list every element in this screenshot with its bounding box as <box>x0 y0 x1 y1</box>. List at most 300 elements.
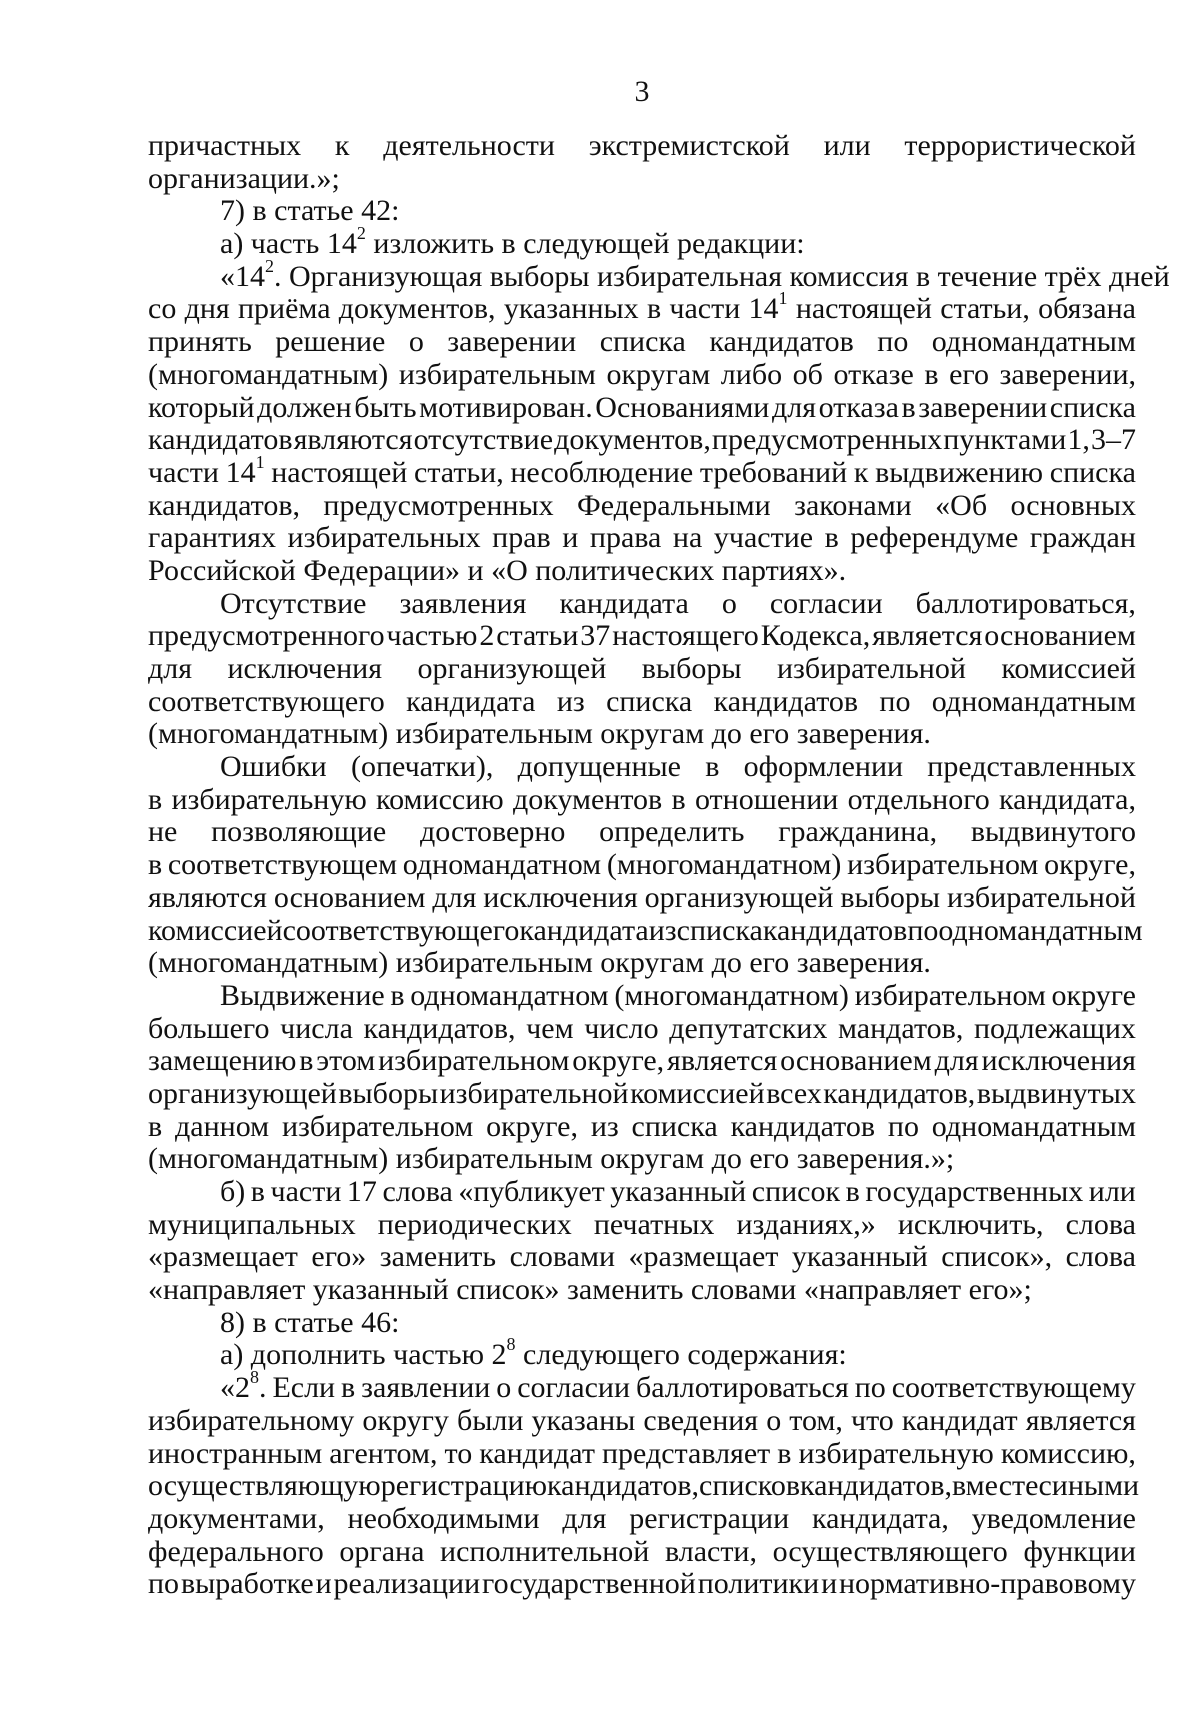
text-line <box>148 326 1136 359</box>
word: либо <box>720 357 783 391</box>
word: с <box>1038 1469 1052 1503</box>
word: предусмотренного <box>148 619 385 653</box>
word: выборы <box>641 652 742 685</box>
text-line <box>148 424 1136 457</box>
word: для <box>148 652 193 685</box>
text-line <box>148 686 1136 719</box>
word: статьи, <box>940 292 1030 326</box>
text-line <box>148 816 1136 849</box>
word: избирательном <box>854 978 1046 1012</box>
word: том, <box>789 1403 843 1437</box>
word: кандидата, <box>811 1501 949 1535</box>
word: отказа <box>818 390 899 424</box>
word: об <box>792 357 823 391</box>
word: списка <box>676 913 763 947</box>
word: в <box>924 357 939 391</box>
word: его <box>949 357 989 391</box>
word: избирательном <box>847 848 1039 882</box>
word: комиссией <box>630 1076 765 1110</box>
word: слова <box>1065 1240 1136 1274</box>
word: и <box>315 1567 332 1601</box>
word: части <box>669 292 741 326</box>
word: комиссию <box>376 782 504 816</box>
word: является <box>667 1044 778 1078</box>
word: комиссию, <box>1000 1436 1136 1470</box>
word: определить <box>599 815 745 849</box>
word: в <box>390 978 405 1012</box>
word: мандатов, <box>838 1011 964 1045</box>
word: словами <box>509 1240 616 1274</box>
word: допущенные <box>517 750 681 784</box>
word: обязана <box>1038 292 1136 326</box>
text-line <box>148 1176 1136 1209</box>
word: представляет <box>601 1436 771 1470</box>
word: мотивирован. <box>419 390 593 424</box>
word: осуществляющего <box>772 1534 1008 1568</box>
word: политики <box>697 1567 820 1601</box>
word: организующей <box>644 880 834 914</box>
word: федерального <box>148 1534 324 1568</box>
text-line <box>148 620 1136 653</box>
text-line: 8) в статье 46: <box>220 1305 400 1339</box>
word: в <box>299 1044 314 1078</box>
text-line <box>148 913 1143 948</box>
text-line <box>148 392 1136 425</box>
word: исключения <box>483 880 638 914</box>
word: являются <box>293 423 413 457</box>
word: указанный <box>791 1240 928 1274</box>
word: печатных <box>593 1207 715 1241</box>
word: комиссией <box>148 913 283 947</box>
word: о <box>766 1403 782 1437</box>
word: по <box>907 913 939 947</box>
word: документов, <box>338 292 496 326</box>
word: агентом, <box>329 1436 438 1470</box>
word: избирательной <box>946 880 1136 914</box>
word: округу <box>362 1403 449 1437</box>
word: по <box>879 684 911 718</box>
text-line <box>148 490 1136 523</box>
word: и <box>562 521 579 555</box>
word: выдвинутых <box>976 1076 1136 1110</box>
text-line <box>148 1438 1136 1471</box>
word: «публикует <box>458 1175 605 1208</box>
text-line: «направляет указанный список» заменить словами «направляет его»; <box>148 1273 1032 1307</box>
text-line <box>148 1078 1136 1111</box>
word: иными <box>1051 1469 1140 1503</box>
word: не <box>148 815 178 849</box>
word: органа <box>339 1534 425 1568</box>
text-line: (многомандатным) избирательным округам до его заверения. <box>148 946 931 980</box>
word: округе <box>1051 978 1136 1012</box>
word: нормативно-правовому <box>839 1567 1136 1601</box>
word: списка <box>599 325 686 359</box>
word: кандидат <box>479 1436 595 1470</box>
word: по <box>854 1371 886 1405</box>
text-line <box>148 1013 1136 1046</box>
word: депутатских <box>669 1011 828 1045</box>
word: одномандатном <box>410 978 609 1012</box>
word: экстремистской <box>588 129 790 162</box>
word: регистрацию <box>380 1469 548 1503</box>
word: его» <box>311 1240 367 1274</box>
word: по <box>887 1109 919 1143</box>
text-line <box>148 1367 1136 1405</box>
text-line: организации.»; <box>148 161 340 195</box>
word: основанием <box>984 619 1136 653</box>
word: о <box>408 325 424 359</box>
word: округе, <box>1044 848 1136 882</box>
word: избирательную <box>171 782 367 816</box>
word: замещению <box>148 1044 297 1078</box>
word: кандидатов <box>762 913 908 947</box>
word: или <box>823 129 871 162</box>
word: предусмотренных <box>711 423 943 457</box>
word: документов <box>512 782 663 816</box>
word: или <box>1088 1175 1136 1208</box>
word: организующей <box>417 652 607 685</box>
word: для <box>771 390 816 424</box>
page-number: 3 <box>634 75 650 108</box>
word: и <box>821 1567 838 1601</box>
word: иностранным <box>148 1436 323 1470</box>
word: данном <box>175 1109 270 1143</box>
word: списка <box>1049 390 1136 424</box>
word: референдуме <box>850 521 1019 555</box>
word: избирательную <box>798 1436 994 1470</box>
word: кандидатов, <box>547 1469 700 1503</box>
word: Отсутствие <box>220 586 367 620</box>
text-line <box>148 1503 1136 1536</box>
word: к <box>853 455 869 489</box>
word: кандидатов <box>709 325 854 359</box>
document-page <box>148 72 1170 1601</box>
word: указаны <box>531 1403 636 1437</box>
text-line <box>148 1241 1136 1274</box>
word: кандидата, <box>999 782 1136 816</box>
word: в <box>646 292 662 326</box>
word: для <box>562 1501 607 1535</box>
word: соответствующем <box>167 848 398 882</box>
text-line: 7) в статье 42: <box>220 194 400 228</box>
word: б) <box>220 1175 246 1208</box>
word: указанный <box>610 1175 747 1208</box>
word: избирательном <box>378 1044 570 1078</box>
word: соответствующему <box>891 1371 1136 1405</box>
word: чем <box>526 1011 574 1045</box>
text-line: а) часть $14^2$ изложить в следующей редакции: <box>220 223 805 261</box>
word: статьи <box>496 619 579 653</box>
word: Ошибки <box>220 750 327 784</box>
word: одномандатном <box>402 848 602 882</box>
word: кандидатов, <box>800 1469 953 1503</box>
word: заверении, <box>999 357 1136 391</box>
word: в <box>671 782 686 816</box>
text-line <box>148 588 1136 621</box>
text-line <box>148 882 1136 915</box>
word: о <box>721 586 737 620</box>
word: соответствующего <box>148 684 385 718</box>
word: кандидатов, <box>148 488 300 522</box>
word: в <box>705 750 720 784</box>
text-line <box>148 784 1136 817</box>
word: по <box>877 325 909 359</box>
word: согласии <box>517 1371 631 1405</box>
word: $14^1$ <box>748 288 788 326</box>
word: муниципальных <box>148 1207 356 1241</box>
word: одномандатным <box>931 325 1136 359</box>
word: округе, <box>486 1109 578 1143</box>
word: заменить <box>379 1240 497 1274</box>
word: на <box>672 521 703 555</box>
word: списка <box>1049 455 1136 489</box>
word: быть <box>354 390 417 424</box>
word: решение <box>275 325 386 359</box>
word: государственных <box>865 1175 1084 1208</box>
word: принять <box>148 325 252 359</box>
word: несоблюдение <box>510 455 694 489</box>
word: округам <box>606 357 711 391</box>
word: Кодекса, <box>760 619 871 653</box>
word: что <box>850 1403 894 1437</box>
word: слова <box>1065 1207 1136 1241</box>
word: со <box>148 292 177 326</box>
word: к <box>334 129 350 162</box>
word: в <box>250 1175 265 1208</box>
word: заявления <box>399 586 527 620</box>
word: «$2^8$. <box>220 1367 267 1405</box>
word: избирательным <box>398 357 596 391</box>
text-line: а) дополнить частью $2^8$ следующего содержания: <box>220 1334 847 1372</box>
word: в <box>341 1371 356 1405</box>
word: из <box>556 684 585 718</box>
word: соответствующего <box>282 913 520 947</box>
word: кандидат <box>901 1403 1018 1437</box>
word: периодических <box>377 1207 572 1241</box>
word: предусмотренных <box>323 488 554 522</box>
word: Выдвижение <box>220 978 385 1012</box>
text-line: Российской Федерации» и «О политических партиях». <box>148 553 847 587</box>
document-body <box>148 129 1170 1601</box>
word: заявлении <box>361 1371 491 1405</box>
word: являются <box>148 880 267 914</box>
word: частью <box>386 619 478 653</box>
word: в <box>777 1436 792 1470</box>
word: граждан <box>1029 521 1136 555</box>
word: исключить, <box>897 1207 1044 1241</box>
text-line: «$14^2$. Организующая выборы избирательная комиссия в течение трёх дней <box>220 255 1170 293</box>
word: избирательной <box>439 1076 629 1110</box>
word: избирательных <box>287 521 481 555</box>
word: кандидатов <box>730 1109 876 1143</box>
word: необходимыми <box>347 1501 540 1535</box>
word: были <box>456 1403 524 1437</box>
text-line <box>148 522 1136 555</box>
text-line <box>148 1209 1136 1242</box>
word: выдвижению <box>875 455 1044 489</box>
word: документов, <box>554 423 711 457</box>
word: согласии <box>769 586 883 620</box>
word: Федеральными <box>577 488 771 522</box>
word: избирательном <box>281 1109 474 1143</box>
word: одномандатным <box>938 913 1143 947</box>
word: государственной <box>482 1567 696 1601</box>
word: в <box>824 521 839 555</box>
word: оформлении <box>743 750 904 784</box>
word: Если <box>272 1371 336 1405</box>
word: должен <box>257 390 352 424</box>
word: власти, <box>664 1534 757 1568</box>
word: Основаниями <box>595 390 770 424</box>
word: выдвинутого <box>970 815 1136 849</box>
word: статьи, <box>414 455 504 489</box>
word: регистрации <box>629 1501 790 1535</box>
word: основанием <box>273 880 426 914</box>
text-line: (многомандатным) избирательным округам до его заверения. <box>148 717 931 751</box>
word: список», <box>941 1240 1053 1274</box>
word: организующей <box>148 1076 337 1110</box>
text-line <box>148 1568 1136 1601</box>
text-line <box>148 1405 1136 1438</box>
word: позволяющие <box>211 815 387 849</box>
word: реализации <box>333 1567 481 1601</box>
word: кандидатов, <box>823 1076 976 1110</box>
word: кандидата <box>519 913 649 947</box>
text-line <box>148 1045 1136 1078</box>
word: исполнительной <box>440 1534 650 1568</box>
word: причастных <box>148 129 302 162</box>
word: числа <box>280 1011 353 1045</box>
word: изданиях,» <box>736 1207 876 1241</box>
word: списка <box>631 1109 718 1143</box>
text-line <box>148 451 1136 490</box>
text-line <box>148 980 1136 1013</box>
word: списков <box>699 1469 801 1503</box>
word: $14^1$ <box>225 451 265 489</box>
word: указанных <box>503 292 639 326</box>
word: подлежащих <box>973 1011 1136 1045</box>
word: списка <box>606 684 693 718</box>
word: представленных <box>927 750 1136 784</box>
word: для <box>934 1044 979 1078</box>
word: выборы <box>840 880 941 914</box>
word: избирательной <box>776 652 966 685</box>
word: отдельного <box>847 782 990 816</box>
word: в <box>901 390 916 424</box>
word: основанием <box>780 1044 932 1078</box>
word: заверении <box>918 390 1048 424</box>
word: по <box>148 1567 180 1601</box>
word: 3–7 <box>1090 423 1136 457</box>
word: 17 <box>346 1175 377 1208</box>
word: кандидата <box>559 586 689 620</box>
word: отказе <box>833 357 914 391</box>
word: является <box>872 619 983 653</box>
word: избирательному <box>148 1403 355 1437</box>
word: (многомандатном) <box>606 848 842 882</box>
word: в <box>845 1175 860 1208</box>
text-line <box>148 849 1136 882</box>
word: из <box>648 913 677 947</box>
word: гражданина, <box>778 815 938 849</box>
word: в <box>148 848 163 882</box>
word: дня <box>184 292 230 326</box>
word: «Об <box>935 488 988 522</box>
word: отношении <box>694 782 839 816</box>
word: осуществляющую <box>148 1469 381 1503</box>
word: округе, <box>572 1044 665 1078</box>
word: исключения <box>227 652 382 685</box>
word: сведения <box>643 1403 759 1437</box>
word: число <box>584 1011 659 1045</box>
word: части <box>270 1175 342 1208</box>
word: (опечатки), <box>350 750 494 784</box>
text-line <box>148 288 1136 326</box>
word: законами <box>794 488 912 522</box>
word: из <box>590 1109 619 1143</box>
word: основных <box>1010 488 1136 522</box>
word: выработке <box>180 1567 314 1601</box>
word: уведомление <box>971 1501 1136 1535</box>
word: права <box>589 521 662 555</box>
text-line <box>148 359 1136 392</box>
text-line <box>148 1111 1136 1144</box>
word: пунктами <box>943 423 1067 457</box>
word: баллотироваться, <box>915 586 1136 620</box>
word: баллотироваться <box>635 1371 849 1405</box>
word: настоящего <box>612 619 759 653</box>
text-line: (многомандатным) избирательным округам до его заверения.»; <box>148 1142 955 1176</box>
word: большего <box>148 1011 270 1045</box>
word: прав <box>492 521 551 555</box>
word: кандидатов <box>148 423 293 457</box>
word: приёма <box>237 292 331 326</box>
word: для <box>432 880 477 914</box>
word: о <box>496 1371 512 1405</box>
word: слова <box>382 1175 453 1208</box>
word: части <box>148 455 219 489</box>
word: заверении <box>447 325 577 359</box>
word: список <box>751 1175 841 1208</box>
word: кандидатов <box>713 684 859 718</box>
word: 1, <box>1067 423 1090 457</box>
word: одномандатным <box>931 684 1136 718</box>
text-line <box>148 1469 1140 1503</box>
text-line <box>148 653 1136 686</box>
word: комиссией <box>1001 652 1136 685</box>
text-line <box>148 751 1136 784</box>
word: террористической <box>904 129 1136 162</box>
word: гарантиях <box>148 521 276 555</box>
word: кандидатов, <box>363 1011 516 1045</box>
word: выборы <box>338 1076 439 1110</box>
word: одномандатным <box>931 1109 1136 1143</box>
word: требований <box>699 455 848 489</box>
word: настоящей <box>795 292 932 326</box>
word: (многомандатном) <box>614 978 849 1012</box>
word: 37 <box>580 619 611 653</box>
text-line <box>148 1536 1136 1569</box>
word: кандидата <box>406 684 536 718</box>
word: (многомандатным) <box>148 357 389 391</box>
word: «размещает <box>148 1240 298 1274</box>
word: функции <box>1023 1534 1136 1568</box>
word: вместе <box>952 1469 1039 1503</box>
word: 2 <box>479 619 495 653</box>
word: настоящей <box>271 455 408 489</box>
word: в <box>148 782 163 816</box>
word: деятельности <box>383 129 555 162</box>
